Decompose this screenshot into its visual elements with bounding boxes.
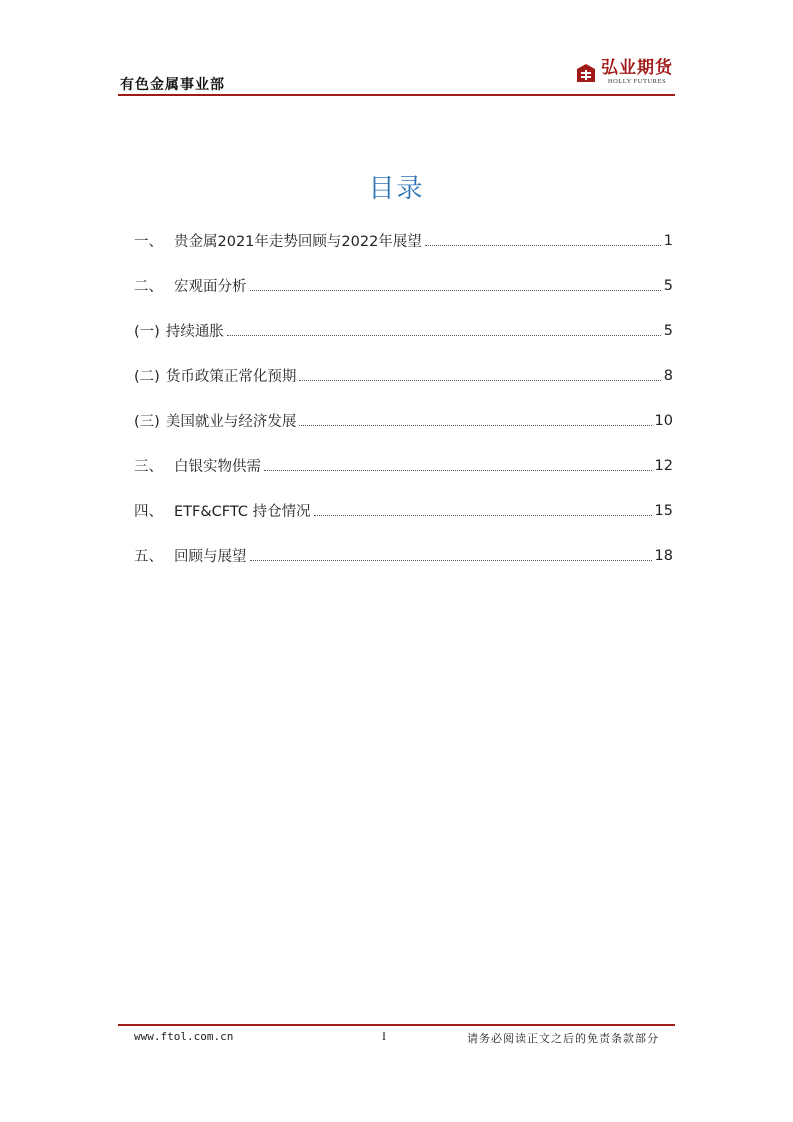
toc-entry-number: 四、 xyxy=(134,504,163,520)
toc-entry-number: (一) xyxy=(134,324,160,340)
toc-entry-number: (三) xyxy=(134,414,160,430)
toc-entry-page: 12 xyxy=(654,457,673,474)
footer-website-link[interactable]: www.ftol.com.cn xyxy=(134,1030,234,1043)
toc-entry[interactable] xyxy=(134,353,673,398)
toc-entry-title: 宏观面分析 xyxy=(174,279,247,295)
toc-entry[interactable] xyxy=(134,443,673,488)
toc-entry-number: (二) xyxy=(134,369,160,385)
table-of-contents xyxy=(134,218,673,578)
toc-entry-page: 5 xyxy=(663,277,673,294)
toc-entry-title: 持续通胀 xyxy=(165,324,224,340)
toc-leader-dots xyxy=(299,425,651,426)
toc-entry-title: 回顾与展望 xyxy=(174,549,247,565)
toc-entry-title: 美国就业与经济发展 xyxy=(165,414,297,430)
toc-entry[interactable] xyxy=(134,488,673,533)
toc-leader-dots xyxy=(299,380,660,381)
footer-page-number: I xyxy=(382,1029,386,1043)
toc-entry-page: 18 xyxy=(654,547,673,564)
toc-entry[interactable] xyxy=(134,533,673,578)
toc-leader-dots xyxy=(227,335,661,336)
toc-entry[interactable] xyxy=(134,263,673,308)
toc-entry-page: 1 xyxy=(663,232,673,249)
logo-english-text: HOLLY FUTURES xyxy=(607,78,667,86)
toc-leader-dots xyxy=(314,515,652,516)
toc-entry-title: 贵金属2021年走势回顾与2022年展望 xyxy=(174,234,422,250)
toc-entry[interactable] xyxy=(134,308,673,353)
logo-chinese-text: 弘业期货 xyxy=(601,58,673,79)
toc-entry-page: 10 xyxy=(654,412,673,429)
toc-entry-page: 8 xyxy=(663,367,673,384)
toc-leader-dots xyxy=(264,470,652,471)
toc-entry-title: ETF&CFTC 持仓情况 xyxy=(174,504,311,520)
toc-entry-page: 5 xyxy=(663,322,673,339)
company-logo xyxy=(575,58,675,88)
department-name: 有色金属事业部 xyxy=(120,77,225,93)
toc-entry-page: 15 xyxy=(654,502,673,519)
toc-entry-number: 二、 xyxy=(134,279,163,295)
footer-divider xyxy=(118,1024,675,1026)
footer-disclaimer: 请务必阅读正文之后的免责条款部分 xyxy=(467,1032,659,1045)
toc-entry-number: 三、 xyxy=(134,459,163,475)
toc-leader-dots xyxy=(425,245,661,246)
toc-entry-number: 一、 xyxy=(134,234,163,250)
toc-entry-title: 货币政策正常化预期 xyxy=(165,369,297,385)
toc-entry[interactable] xyxy=(134,218,673,263)
toc-leader-dots xyxy=(250,560,652,561)
toc-entry[interactable] xyxy=(134,398,673,443)
toc-entry-number: 五、 xyxy=(134,549,163,565)
toc-title: 目录 xyxy=(368,174,425,204)
logo-icon xyxy=(575,62,597,84)
toc-leader-dots xyxy=(250,290,661,291)
toc-entry-title: 白银实物供需 xyxy=(174,459,261,475)
header-divider xyxy=(118,94,675,96)
